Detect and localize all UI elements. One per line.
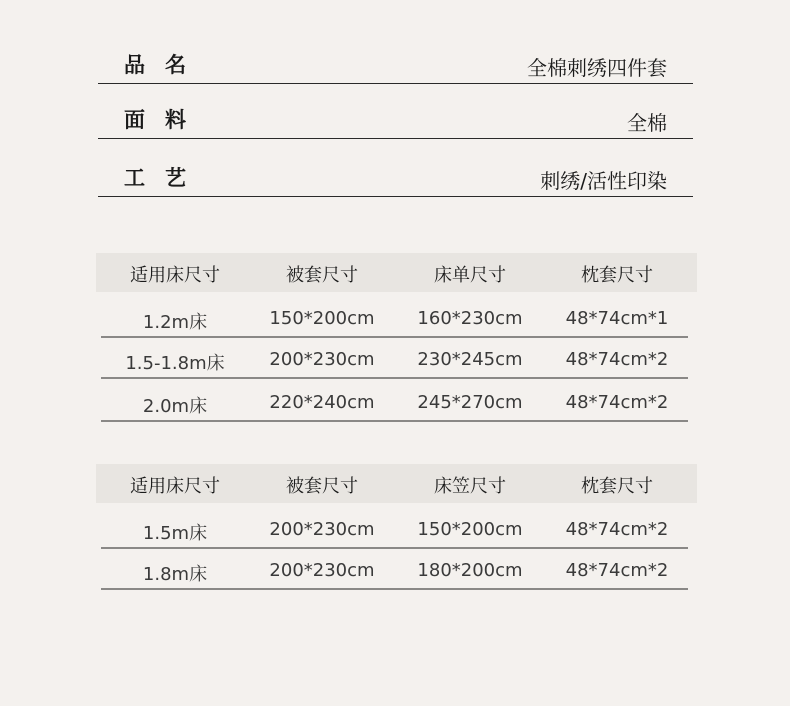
table-cell: 200*230cm (269, 519, 375, 540)
row-divider (101, 420, 688, 422)
row-divider (101, 336, 688, 338)
table-cell: 48*74cm*1 (565, 308, 669, 329)
header-cell: 被套尺寸 (286, 476, 358, 497)
table-cell: 230*245cm (417, 349, 523, 370)
table-cell: 1.5-1.8m床 (125, 353, 225, 374)
row-divider (101, 377, 688, 379)
header-cell: 枕套尺寸 (581, 265, 653, 286)
spec-row-fabric (98, 98, 693, 139)
table-cell: 220*240cm (269, 392, 375, 413)
header-cell: 床单尺寸 (434, 265, 506, 286)
table-cell: 48*74cm*2 (565, 560, 669, 581)
table-cell: 200*230cm (269, 560, 375, 581)
table-header (96, 464, 697, 503)
table-row (96, 551, 697, 591)
table-cell: 150*200cm (417, 519, 523, 540)
spec-value: 刺绣/活性印染 (540, 169, 667, 193)
table-cell: 245*270cm (417, 392, 523, 413)
header-cell: 被套尺寸 (286, 265, 358, 286)
table-cell: 1.8m床 (142, 564, 208, 585)
header-cell: 枕套尺寸 (581, 476, 653, 497)
table-cell: 1.5m床 (142, 523, 208, 544)
table-row (96, 340, 697, 380)
spec-label: 面料 (124, 108, 206, 132)
spec-row-name (98, 43, 693, 84)
row-divider (101, 547, 688, 549)
spec-value: 全棉刺绣四件套 (527, 56, 667, 80)
table-row (96, 383, 697, 423)
table-cell: 200*230cm (269, 349, 375, 370)
table-cell: 1.2m床 (142, 312, 208, 333)
header-cell: 床笠尺寸 (434, 476, 506, 497)
header-cell: 适用床尺寸 (130, 265, 220, 286)
table-cell: 150*200cm (269, 308, 375, 329)
table-cell: 48*74cm*2 (565, 349, 669, 370)
table-cell: 160*230cm (417, 308, 523, 329)
table-cell: 180*200cm (417, 560, 523, 581)
table-cell: 2.0m床 (142, 396, 208, 417)
table-row (96, 299, 697, 339)
row-divider (101, 588, 688, 590)
spec-label: 品名 (124, 53, 206, 77)
spec-row-craft (98, 156, 693, 197)
table-cell: 48*74cm*2 (565, 392, 669, 413)
table-cell: 48*74cm*2 (565, 519, 669, 540)
table-row (96, 510, 697, 550)
spec-label: 工艺 (124, 166, 206, 190)
spec-value: 全棉 (627, 111, 667, 135)
table-header (96, 253, 697, 292)
header-cell: 适用床尺寸 (130, 476, 220, 497)
